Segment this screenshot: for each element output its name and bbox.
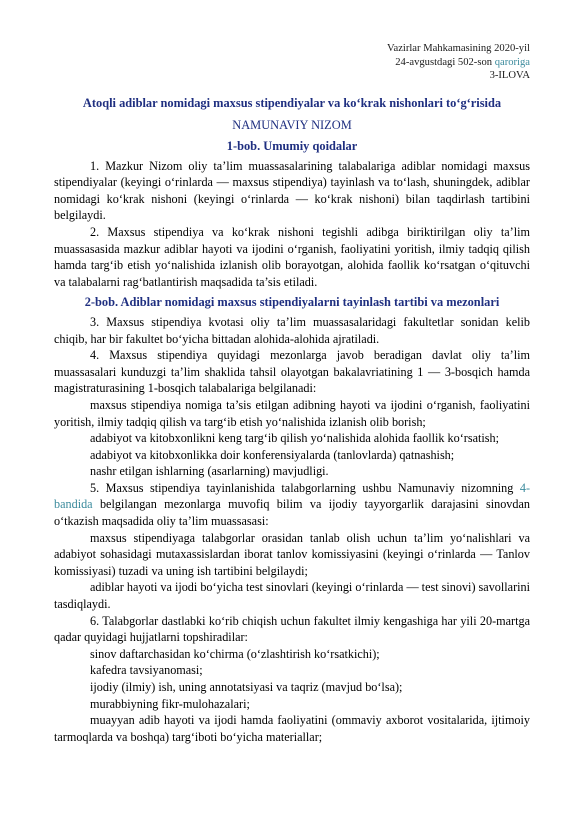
paragraph-5-item-1: maxsus stipendiyaga talabgorlar orasidan tanlab olish uchun ta’lim yo‘nalishlari va adabiyot sohasidagi mutaxassislardan iborat tanlov komissiyasini (keyingi o‘rinlarda — Tanlov komissiyasi) tuzadi va uning ish tartibini belgilaydi; [54, 530, 530, 578]
clause-4-link[interactable]: 4-bandida [54, 480, 530, 512]
paragraph-6-item-5: muayyan adib hayoti va ijodi hamda faoliyatini (ommaviy axborot vositalarida, ijtimoiy tarmoqlarda va boshqa) targ‘iboti bo‘yicha materiallar; [54, 713, 530, 744]
chapter-2-heading: 2-bob. Adiblar nomidagi maxsus stipendiyalarni tayinlash tartibi va mezonlari [84, 295, 500, 310]
paragraph-4-item-4: nashr etilgan ishlarning (asarlarning) mavjudligi. [90, 464, 329, 479]
paragraph-4: 4. Maxsus stipendiya quyidagi mezonlarga javob beradigan davlat oliy ta’lim muassasalari kunduzgi ta’lim shaklida tahsil olayotgan bakalavriatining 1 — 3-bosqich hamda magistraturasining 1-bosqich talabalariga belgilanadi: [54, 348, 530, 396]
paragraph-6-item-3: ijodiy (ilmiy) ish, uning annotatsiyasi va taqriz (mavjud bo‘lsa); [90, 680, 403, 694]
paragraph-6-item-4: murabbiyning fikr-mulohazalari; [90, 696, 250, 711]
resolution-link[interactable]: qaroriga [494, 56, 530, 68]
annex-reference [387, 42, 530, 83]
paragraph-4-item-1: maxsus stipendiya nomiga ta’sis etilgan adibning hayoti va ijodini o‘rganish, faoliyatini yoritish, ilmiy tadqiq qilish va targ‘ib etish yo‘nalishida izlanish olib borish; [54, 397, 530, 429]
paragraph-5 [54, 480, 530, 530]
reference-line-2 [387, 56, 530, 70]
paragraph-2: 2. Maxsus stipendiya va ko‘krak nishoni tegishli adibga biriktirilgan oliy ta’lim muassasasida mazkur adiblar hayoti va ijodini o‘rganish, faoliyatini yoritish, ilmiy tadqiq qilish hamda targ‘ib etish yo‘nalishida izlanish olib borayotgan, alohida faollik ko‘rsatgan o‘qituvchi va talabalarni rag‘batlantirish maqsadida ta’sis etiladi. [54, 224, 530, 289]
reference-line-1: Vazirlar Mahkamasining 2020-yil [387, 43, 530, 54]
document-body [54, 139, 530, 745]
paragraph-3: 3. Maxsus stipendiya kvotasi oliy ta’lim muassasalaridagi fakultetlar sonidan kelib chiqib, har bir fakultet bo‘yicha bittadan alohida-alohida ajratiladi. [54, 314, 530, 346]
document-title: Atoqli adiblar nomidagi maxsus stipendiyalar va ko‘krak nishonlari to‘g‘risida [82, 96, 502, 110]
reference-line-2-text: 24-avgustdagi 502-son [395, 56, 495, 68]
paragraph-6: 6. Talabgorlar dastlabki ko‘rib chiqish uchun fakultet ilmiy kengashiga har yili 20-martga qadar quyidagi hujjatlarni topshiradilar: [54, 613, 530, 645]
paragraph-5-item-2: adiblar hayoti va ijodi bo‘yicha test sinovlari (keyingi o‘rinlarda — test sinovi) savollarini tasdiqlaydi. [54, 580, 530, 612]
paragraph-4-item-3: adabiyot va kitobxonlikka doir konferensiyalarda (tanlovlarda) qatnashish; [90, 447, 455, 462]
paragraph-5-text-start: 5. Maxsus stipendiya tayinlanishida talabgorlarning ushbu Namunaviy nizomning [90, 480, 520, 495]
chapter-1-heading: 1-bob. Umumiy qoidalar [226, 139, 358, 153]
document-subtitle: NAMUNAVIY NIZOM [232, 118, 352, 132]
paragraph-4-item-2: adabiyot va kitobxonlikni keng targ‘ib qilish yo‘nalishida alohida faollik ko‘rsatish; [90, 431, 500, 446]
paragraph-6-item-1: sinov daftarchasidan ko‘chirma (o‘zlashtirish ko‘rsatkichi); [90, 646, 380, 661]
paragraph-1: 1. Mazkur Nizom oliy ta’lim muassasalarining talabalariga adiblar nomidagi maxsus stipendiyalar (keyingi o‘rinlarda — maxsus stipendiya) tayinlash va to‘lash, shuningdek, adiblar nomidagi ko‘krak nishoni (keyingi o‘rinlarda — ko‘krak nishoni) bilan taqdirlash tartibini belgilaydi. [54, 158, 530, 223]
paragraph-6-item-2: kafedra tavsiyanomasi; [90, 663, 203, 678]
reference-line-3: 3-ILOVA [489, 70, 530, 82]
paragraph-5-text-end: belgilangan mezonlarga muvofiq bilim va ijodiy tayyorgarlik darajasini sinovdan o‘tkazish maqsadida oliy ta’lim muassasasi: [54, 497, 530, 529]
